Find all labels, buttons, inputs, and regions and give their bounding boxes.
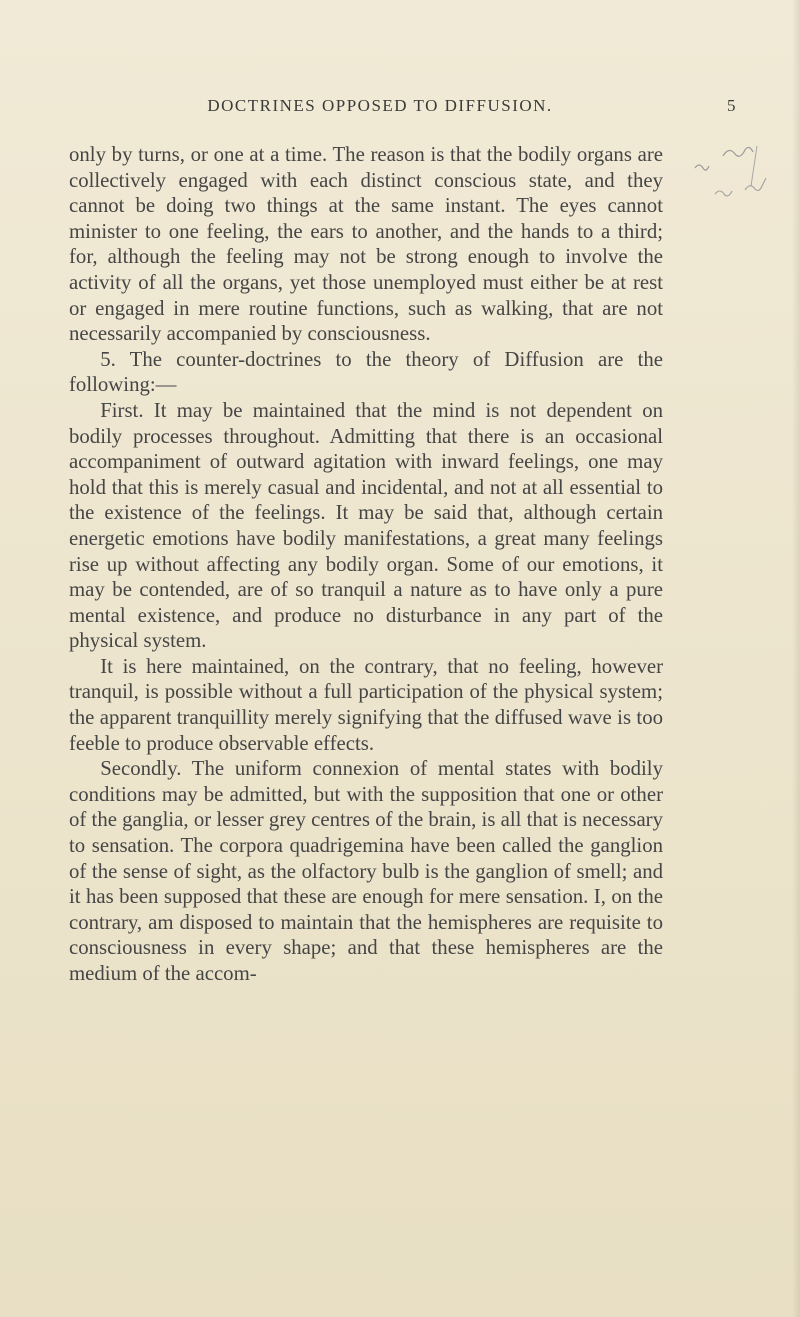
- handwritten-marginalia-icon: [675, 138, 795, 208]
- page-number: 5: [727, 96, 736, 115]
- paragraph-section-5: 5. The counter-doctrines to the theory of Diffusion are the following:—: [69, 347, 663, 397]
- paragraph-continuation: only by turns, or one at a time. The reason is that the bodily organs are collectively engaged with each distinct conscious state, and they cannot be doing two things at the same instant. The eyes cannot minister to one feeling, the ears to another, and the hands to a third; for, although the feeling may not be strong enough to involve the activity of all the organs, yet those unemployed must either be at rest or engaged in mere routine functions, such as walking, that are not necessarily accompanied by consciousness.: [69, 143, 663, 346]
- running-title: DOCTRINES OPPOSED TO DIFFUSION.: [207, 96, 553, 115]
- body-text: [69, 142, 663, 987]
- paragraph-secondly: Secondly. The uniform connexion of mental states with bodily conditions may be admitted, but with the supposition that one or other of the ganglia, or lesser grey centres of the brain, is all that is necessary to sensation. The corpora quadrigemina have been called the ganglion of the sense of sight, as the olfactory bulb is the ganglion of smell; and it has been supposed that these are enough for mere sensation. I, on the contrary, am disposed to maintain that the hemispheres are requisite to consciousness in every shape; and that these hemispheres are the medium of the accom-: [69, 757, 663, 985]
- paragraph-first: First. It may be maintained that the mind is not dependent on bodily processes throughout. Admitting that there is an occasional accompaniment of outward agitation with inward feelings, one may hold that this is merely casual and incidental, and not at all essential to the existence of the feelings. It may be said that, although certain energetic emotions have bodily manifestations, a great many feelings rise up without affecting any bodily organ. Some of our emotions, it may be contended, are of so tranquil a nature as to have only a pure mental existence, and produce no disturbance in any part of the physical system.: [69, 398, 663, 653]
- page-edge-shadow: [792, 0, 800, 1317]
- paragraph-contrary: It is here maintained, on the contrary, that no feeling, however tranquil, is possible without a full participation of the physical system; the apparent tranquillity merely signifying that the diffused wave is too feeble to produce observable effects.: [69, 654, 663, 755]
